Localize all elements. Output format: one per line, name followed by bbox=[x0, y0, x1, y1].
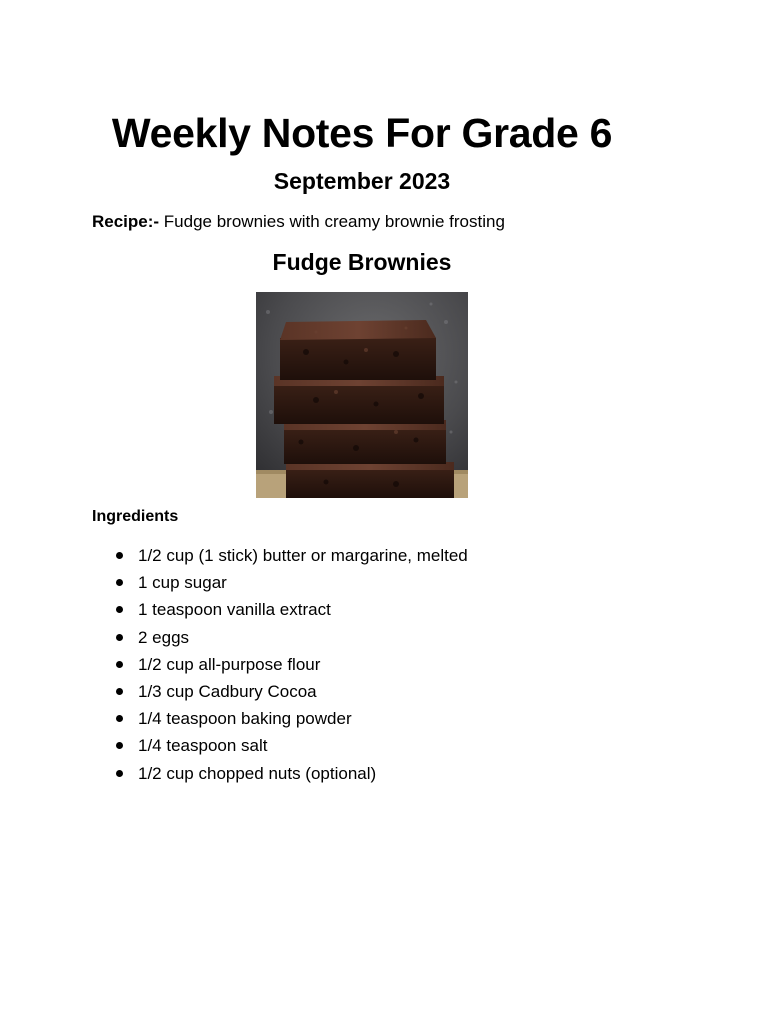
bullet-icon bbox=[116, 634, 123, 641]
ingredient-text: 1/3 cup Cadbury Cocoa bbox=[138, 681, 317, 701]
list-item bbox=[92, 624, 468, 651]
ingredient-text: 1/4 teaspoon baking powder bbox=[138, 709, 352, 729]
bullet-icon bbox=[116, 552, 123, 559]
ingredient-text: 1/2 cup (1 stick) butter or margarine, melted bbox=[138, 546, 468, 565]
ingredient-text: 1/2 cup chopped nuts (optional) bbox=[138, 763, 377, 783]
ingredient-text: 1/2 cup all-purpose flour bbox=[138, 654, 321, 674]
bullet-icon bbox=[116, 661, 123, 668]
list-item bbox=[92, 760, 468, 787]
ingredient-text: 1 teaspoon vanilla extract bbox=[138, 600, 331, 620]
recipe-label: Recipe:- bbox=[92, 212, 160, 231]
section-heading: Fudge Brownies bbox=[272, 249, 452, 275]
recipe-text: Fudge brownies with creamy brownie frosting bbox=[159, 212, 505, 231]
ingredient-text: 1/4 teaspoon salt bbox=[138, 736, 268, 756]
bullet-icon bbox=[116, 770, 123, 777]
bullet-icon bbox=[116, 606, 123, 613]
bullet-icon bbox=[116, 715, 123, 722]
bullet-icon bbox=[116, 688, 123, 695]
list-item bbox=[92, 569, 468, 596]
bullet-icon bbox=[116, 579, 123, 586]
ingredient-text: 2 eggs bbox=[138, 627, 190, 647]
ingredients-heading: Ingredients bbox=[92, 508, 179, 525]
page-subtitle: September 2023 bbox=[273, 168, 451, 194]
list-item bbox=[92, 705, 468, 732]
list-item bbox=[92, 651, 468, 678]
brownie-stack-photo bbox=[256, 292, 468, 498]
bullet-icon bbox=[116, 742, 123, 749]
ingredient-text: 1 cup sugar bbox=[138, 573, 227, 593]
recipe-line bbox=[92, 212, 505, 232]
list-item bbox=[92, 678, 468, 705]
list-item bbox=[92, 732, 468, 759]
page-title: Weekly Notes For Grade 6 bbox=[111, 110, 613, 156]
list-item bbox=[92, 542, 468, 569]
list-item bbox=[92, 596, 468, 623]
ingredients-list bbox=[92, 542, 468, 787]
